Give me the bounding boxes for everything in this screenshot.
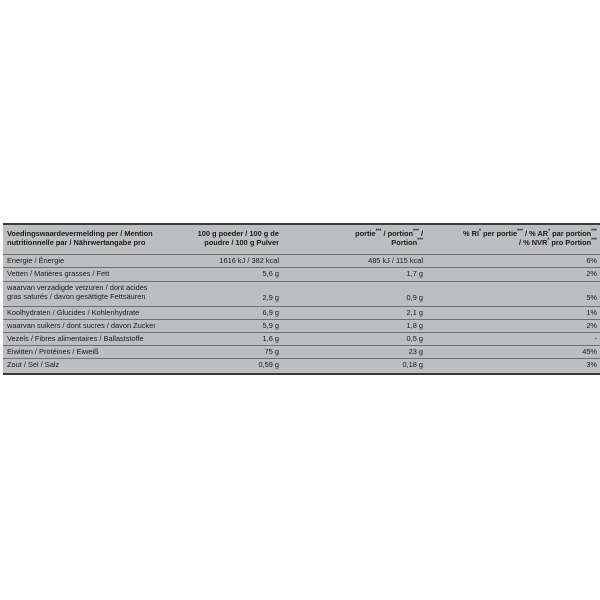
row-label: waarvan suikers / dont sucres / davon Zucker xyxy=(7,321,156,330)
row-ri: 1% xyxy=(586,308,597,317)
row-ri: 2% xyxy=(586,269,597,278)
row-per-portion: 1,8 g xyxy=(406,321,423,330)
row-per-portion: 0,5 g xyxy=(406,334,423,343)
header-line: 100 g poeder / 100 g de xyxy=(197,229,279,238)
row-per-portion: 0,9 g xyxy=(406,293,423,302)
row-per-100g: 2,9 g xyxy=(262,293,279,302)
row-label: Koolhydraten / Glucides / Kohlenhydrate xyxy=(7,308,140,317)
header-per-100g xyxy=(198,230,279,247)
table-row xyxy=(3,320,600,333)
header-line: Portion*** xyxy=(391,237,423,247)
row-label: Vezels / Fibres alimentaires / Ballaststoffe xyxy=(7,334,144,343)
table-row xyxy=(3,346,600,359)
row-ri: 3% xyxy=(586,360,597,369)
header-nutrition-per xyxy=(7,230,153,247)
row-per-portion: 485 kJ / 115 kcal xyxy=(368,256,423,265)
table-row xyxy=(3,307,600,320)
row-label: Energie / Énergie xyxy=(7,256,65,265)
row-per-100g: 1,6 g xyxy=(262,334,279,343)
header-line: poudre / 100 g Pulver xyxy=(204,237,279,247)
row-label: gras saturés / davon gesättigte Fettsäuren xyxy=(7,292,146,301)
table-row xyxy=(3,282,600,307)
row-ri: 45% xyxy=(582,347,597,356)
row-per-100g: 5,6 g xyxy=(262,269,279,278)
row-label: Zout / Sel / Salz xyxy=(7,360,60,369)
row-per-portion: 23 g xyxy=(408,347,423,356)
table-header xyxy=(3,228,600,255)
row-per-100g: 5,9 g xyxy=(262,321,279,330)
header-line: / % NVR* pro Portion*** xyxy=(518,237,597,247)
row-ri: - xyxy=(594,334,597,343)
header-line: portie*** / portion*** / xyxy=(355,228,423,238)
row-per-portion: 1,7 g xyxy=(406,269,423,278)
row-ri: 2% xyxy=(586,321,597,330)
row-label: waarvan verzadigde vetzuren / dont acides xyxy=(7,283,148,292)
row-per-100g: 1616 kJ / 382 kcal xyxy=(219,256,279,265)
row-per-portion: 2,1 g xyxy=(406,308,423,317)
row-per-100g: 6,9 g xyxy=(262,308,279,317)
row-label: Eiwitten / Protéines / Eiweiß xyxy=(7,347,99,356)
row-per-100g: 0,59 g xyxy=(258,360,279,369)
header-line: nutritionnelle par / Nährwertangabe pro xyxy=(7,237,146,247)
table-row xyxy=(3,268,600,282)
row-per-portion: 0,18 g xyxy=(402,360,423,369)
row-ri: 6% xyxy=(586,256,597,265)
nutrition-table xyxy=(3,223,600,375)
header-ri-percent xyxy=(463,230,597,247)
table-row xyxy=(3,359,600,371)
row-per-100g: 75 g xyxy=(264,347,279,356)
header-line: % RI* per portie*** / % AR* par portion*** xyxy=(463,228,597,238)
table-row xyxy=(3,333,600,346)
header-per-portion xyxy=(355,230,423,247)
row-label: Vetten / Matières grasses / Fett xyxy=(7,269,110,278)
row-ri: 5% xyxy=(586,293,597,302)
table-row xyxy=(3,256,600,268)
header-line: Voedingswaardevermelding per / Mention xyxy=(7,229,153,238)
